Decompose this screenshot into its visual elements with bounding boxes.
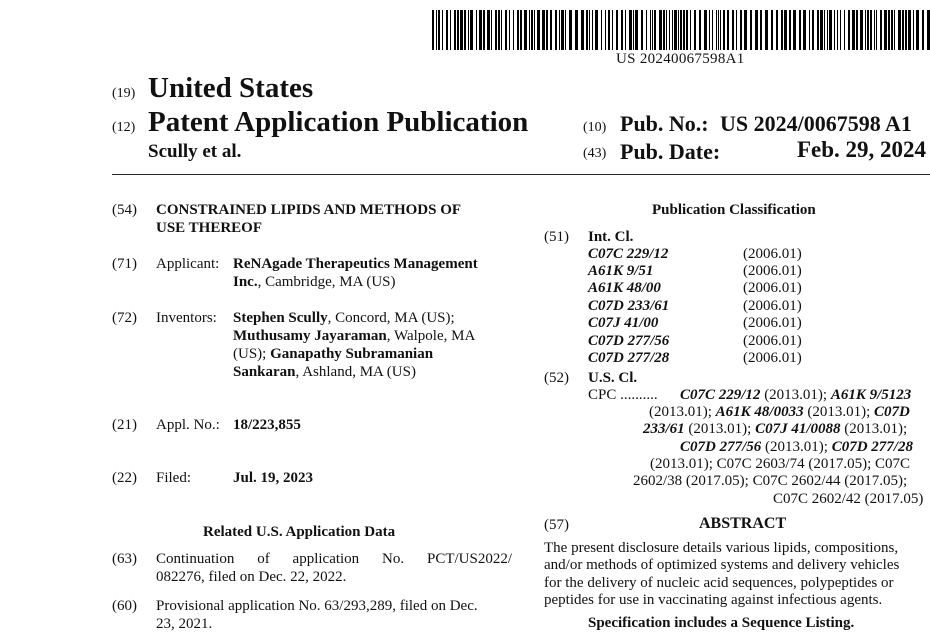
barcode-bar	[498, 10, 500, 50]
intcl-label: Int. Cl.	[588, 229, 634, 245]
barcode-bar	[612, 10, 613, 50]
barcode-bar	[908, 10, 911, 50]
intcl-code-6: C07D 277/56	[588, 333, 670, 349]
barcode-bar	[454, 10, 456, 50]
barcode-bar	[505, 10, 507, 50]
intcl-year-3: (2006.01)	[743, 280, 802, 296]
barcode-bar	[457, 10, 459, 50]
intcl-year-4: (2006.01)	[743, 298, 802, 314]
barcode-bar	[659, 10, 662, 50]
barcode-bar	[537, 10, 540, 50]
barcode-bar	[534, 10, 535, 50]
barcode-bar	[709, 10, 710, 50]
cpc-1b: (2013.01);	[760, 387, 831, 403]
barcode-bar	[848, 10, 850, 50]
authors: Scully et al.	[148, 141, 242, 162]
barcode-bar	[680, 10, 682, 50]
barcode-bar	[867, 10, 869, 50]
code-19: (19)	[112, 86, 136, 101]
intcl-code-2: A61K 9/51	[588, 263, 654, 279]
cpc-3c: C07J 41/0088	[755, 421, 841, 437]
inventor-2-location: , Walpole, MA	[386, 328, 476, 344]
barcode-bar	[712, 10, 713, 50]
barcode-bar	[589, 10, 590, 50]
inventor-2-name: Muthusamy Jayaraman	[233, 328, 387, 344]
barcode-bar	[531, 10, 533, 50]
barcode-bar	[852, 10, 855, 50]
barcode-bar	[844, 10, 845, 50]
barcode-bar	[870, 10, 872, 50]
barcode-bar	[876, 10, 877, 50]
cpc-2d: (2013.01);	[803, 404, 875, 420]
filed-date: Jul. 19, 2023	[233, 470, 314, 486]
barcode-bar	[625, 10, 626, 50]
inventors-label: Inventors:	[156, 310, 217, 326]
barcode-bar	[476, 10, 477, 50]
cpc-3d: (2013.01);	[840, 421, 908, 437]
barcode-bar	[817, 10, 819, 50]
cpc-line-7: C07C 2602/42 (2017.05)	[773, 491, 924, 507]
code-43: (43)	[583, 146, 607, 161]
code-10: (10)	[583, 120, 607, 135]
header-divider	[112, 174, 930, 175]
barcode-bar	[513, 10, 514, 50]
barcode-bar	[561, 10, 564, 50]
barcode-bar	[565, 10, 566, 50]
barcode-bar	[581, 10, 584, 50]
abstract-line-3: for the delivery of nucleic acid sequences, polypeptides or	[544, 575, 894, 591]
cpc-line-1	[680, 386, 911, 404]
applicant-name: ReNAgade Therapeutics Management	[233, 256, 478, 272]
barcode-bar	[829, 10, 832, 50]
barcode-bar	[793, 10, 796, 50]
uscl-code: (52)	[544, 370, 569, 386]
barcode-bar	[781, 10, 783, 50]
related-heading: Related U.S. Application Data	[203, 524, 396, 540]
barcode-bar	[663, 10, 665, 50]
barcode-bar	[905, 10, 907, 50]
pub-date-label: Pub. Date:	[620, 139, 721, 164]
barcode-bar	[501, 10, 502, 50]
cpc-line-2	[649, 403, 910, 421]
barcode-bar	[555, 10, 557, 50]
barcode-bar	[755, 10, 758, 50]
intcl-code-4: C07D 233/61	[588, 298, 670, 314]
barcode-bar	[524, 10, 527, 50]
intcl-year-7: (2006.01)	[743, 350, 802, 366]
barcode-bar	[860, 10, 863, 50]
barcode-bar	[629, 10, 632, 50]
abstract-line-1: The present disclosure details various lipids, compositions,	[544, 540, 899, 556]
barcode-bar	[686, 10, 688, 50]
barcode-bar	[491, 10, 492, 50]
barcode-bar	[891, 10, 893, 50]
country: United States	[148, 72, 314, 104]
cpc-4c: C07D 277/28	[831, 439, 913, 455]
cpc-2b: (2013.01);	[649, 404, 716, 420]
continuation-line-2: 082276, filed on Dec. 22, 2022.	[156, 569, 347, 585]
barcode-bar	[888, 10, 890, 50]
pub-no: US 2024/0067598 A1	[720, 111, 912, 136]
barcode-bar	[569, 10, 572, 50]
inventor-3-name: Ganapathy Subramanian	[270, 346, 434, 362]
cpc-2c: A61K 48/0033	[715, 404, 804, 420]
barcode-number: US 20240067598A1	[616, 51, 745, 67]
barcode-bar	[776, 10, 778, 50]
inventor-2-location-2: (US);	[233, 346, 267, 362]
barcode-bar	[824, 10, 825, 50]
barcode-bar	[542, 10, 545, 50]
cpc-3a: 233/61	[643, 421, 685, 437]
intcl-year-5: (2006.01)	[743, 315, 802, 331]
barcode-bar	[898, 10, 901, 50]
continuation-line-1: Continuation of application No. PCT/US2022/	[156, 551, 512, 567]
intcl-year-6: (2006.01)	[743, 333, 802, 349]
appl-number: 18/223,855	[233, 417, 301, 433]
classification-heading: Publication Classification	[652, 202, 816, 218]
intcl-year-1: (2006.01)	[743, 246, 802, 262]
barcode-bar	[529, 10, 530, 50]
inventors-code: (72)	[112, 310, 137, 326]
barcode-bar	[704, 10, 707, 50]
barcode-bar	[592, 10, 593, 50]
barcode-bar	[608, 10, 610, 50]
cpc-2e: C07D	[874, 404, 910, 420]
barcode-bar	[913, 10, 914, 50]
barcode-bar	[650, 10, 651, 50]
inventor-3	[233, 345, 433, 363]
intcl-code: (51)	[544, 229, 569, 245]
barcode-bar	[809, 10, 810, 50]
barcode-bar	[460, 10, 463, 50]
barcode-bar	[736, 10, 737, 50]
barcode-bar	[727, 10, 729, 50]
pub-no-label: Pub. No.:	[620, 111, 709, 136]
barcode-bar	[672, 10, 673, 50]
code-12: (12)	[112, 120, 136, 135]
barcode-bar	[641, 10, 643, 50]
cpc-4a: C07D 277/56	[680, 439, 762, 455]
barcode-bar	[559, 10, 560, 50]
applicant-code: (71)	[112, 256, 137, 272]
barcode-bar	[865, 10, 866, 50]
intcl-code-3: A61K 48/00	[588, 280, 661, 296]
title-line-2: USE THEREOF	[156, 220, 263, 236]
barcode-bar	[520, 10, 522, 50]
barcode-bar	[517, 10, 519, 50]
barcode-bar	[784, 10, 787, 50]
appl-label: Appl. No.:	[156, 417, 220, 433]
applicant-line-2	[233, 273, 396, 291]
barcode-bar	[652, 10, 653, 50]
barcode-bar	[827, 10, 828, 50]
barcode-bar	[812, 10, 814, 50]
barcode-bar	[483, 10, 485, 50]
abstract-code: (57)	[544, 517, 569, 533]
filed-code: (22)	[112, 470, 137, 486]
barcode-bar	[468, 10, 469, 50]
barcode-bar	[646, 10, 647, 50]
inventor-2	[233, 327, 475, 345]
pub-date: Feb. 29, 2024	[797, 137, 927, 162]
title-code: (54)	[112, 202, 137, 218]
applicant-location: , Cambridge, MA (US)	[257, 274, 396, 290]
applicant-name-2: Inc.	[233, 274, 258, 290]
inventor-1-name: Stephen Scully	[233, 310, 328, 326]
cpc-label: CPC ..........	[588, 387, 658, 403]
cpc-4b: (2013.01);	[761, 439, 832, 455]
barcode-bar	[495, 10, 497, 50]
barcode-bar	[487, 10, 490, 50]
barcode-bar	[803, 10, 806, 50]
provisional-line-1: Provisional application No. 63/293,289, filed on Dec.	[156, 598, 478, 614]
barcode-bar	[635, 10, 638, 50]
barcode-bar	[479, 10, 482, 50]
barcode-bar	[595, 10, 598, 50]
barcode-bar	[694, 10, 696, 50]
cpc-3b: (2013.01);	[684, 421, 756, 437]
inventor-3-location: , Ashland, MA (US)	[295, 364, 416, 380]
barcode-bar	[750, 10, 752, 50]
inventor-1	[233, 309, 455, 327]
sequence-listing-note: Specification includes a Sequence Listing.	[588, 615, 855, 631]
barcode-bar	[799, 10, 801, 50]
title-line-1: CONSTRAINED LIPIDS AND METHODS OF	[156, 202, 462, 218]
document-type: Patent Application Publication	[148, 106, 529, 138]
barcode-bar	[446, 10, 448, 50]
barcode-bar	[699, 10, 701, 50]
intcl-year-2: (2006.01)	[743, 263, 802, 279]
barcode-bar	[820, 10, 823, 50]
appl-code: (21)	[112, 417, 137, 433]
barcode-bar	[436, 10, 437, 50]
barcode-bar	[654, 10, 656, 50]
cpc-line-3	[643, 420, 907, 438]
barcode-bar	[669, 10, 670, 50]
cpc-1a: C07C 229/12	[680, 387, 761, 403]
barcode-bar	[732, 10, 734, 50]
cpc-line-6: 2602/38 (2017.05); C07C 2602/44 (2017.05);	[633, 473, 908, 489]
barcode-graphic	[432, 10, 930, 50]
barcode-bar	[550, 10, 552, 50]
barcode-bar	[884, 10, 887, 50]
uscl-label: U.S. Cl.	[588, 370, 638, 386]
barcode-bar	[586, 10, 588, 50]
barcode-bar	[442, 10, 443, 50]
cpc-line-5: (2013.01); C07C 2603/74 (2017.05); C07C	[650, 456, 911, 472]
barcode-bar	[834, 10, 835, 50]
barcode-bar	[902, 10, 904, 50]
barcode-bar	[744, 10, 747, 50]
barcode-bar	[683, 10, 685, 50]
barcode-bar	[616, 10, 618, 50]
barcode-bar	[546, 10, 548, 50]
abstract-line-2: and/or methods of optimized systems and delivery vehicles	[544, 557, 900, 573]
provisional-code: (60)	[112, 598, 137, 614]
barcode-bar	[720, 10, 721, 50]
barcode-bar	[765, 10, 768, 50]
barcode-bar	[880, 10, 882, 50]
barcode-bar	[874, 10, 875, 50]
abstract-line-4: peptides for use in vaccinating against infectious agents.	[544, 592, 883, 608]
barcode-bar	[690, 10, 691, 50]
barcode-bar	[922, 10, 924, 50]
barcode-bar	[509, 10, 510, 50]
intcl-code-7: C07D 277/28	[588, 350, 670, 366]
barcode	[432, 10, 930, 50]
provisional-line-2: 23, 2021.	[156, 616, 213, 632]
filed-label: Filed:	[156, 470, 192, 486]
barcode-bar	[470, 10, 473, 50]
cpc-line-4	[680, 438, 913, 456]
inventor-3-line-2	[233, 363, 416, 381]
barcode-bar	[718, 10, 719, 50]
applicant-label: Applicant:	[156, 256, 220, 272]
inventor-1-location: , Concord, MA (US);	[327, 310, 455, 326]
inventor-3-name-2: Sankaran	[233, 364, 296, 380]
barcode-bar	[716, 10, 717, 50]
barcode-bar	[601, 10, 602, 50]
barcode-bar	[760, 10, 762, 50]
barcode-bar	[450, 10, 451, 50]
barcode-bar	[894, 10, 895, 50]
barcode-bar	[432, 10, 434, 50]
barcode-bar	[856, 10, 858, 50]
barcode-bar	[605, 10, 606, 50]
barcode-bar	[771, 10, 773, 50]
barcode-bar	[916, 10, 919, 50]
intcl-code-1: C07C 229/12	[588, 246, 669, 262]
barcode-bar	[633, 10, 634, 50]
continuation-code: (63)	[112, 551, 137, 567]
barcode-bar	[575, 10, 578, 50]
barcode-bar	[840, 10, 841, 50]
intcl-code-5: C07J 41/00	[588, 315, 659, 331]
barcode-bar	[666, 10, 667, 50]
barcode-bar	[464, 10, 466, 50]
barcode-bar	[740, 10, 742, 50]
barcode-bar	[438, 10, 440, 50]
cpc-1c: A61K 9/5123	[830, 387, 912, 403]
barcode-bar	[621, 10, 623, 50]
barcode-bar	[837, 10, 838, 50]
barcode-bar	[678, 10, 679, 50]
abstract-heading: ABSTRACT	[699, 515, 787, 532]
barcode-bar	[789, 10, 791, 50]
barcode-bar	[674, 10, 677, 50]
barcode-bar	[723, 10, 725, 50]
